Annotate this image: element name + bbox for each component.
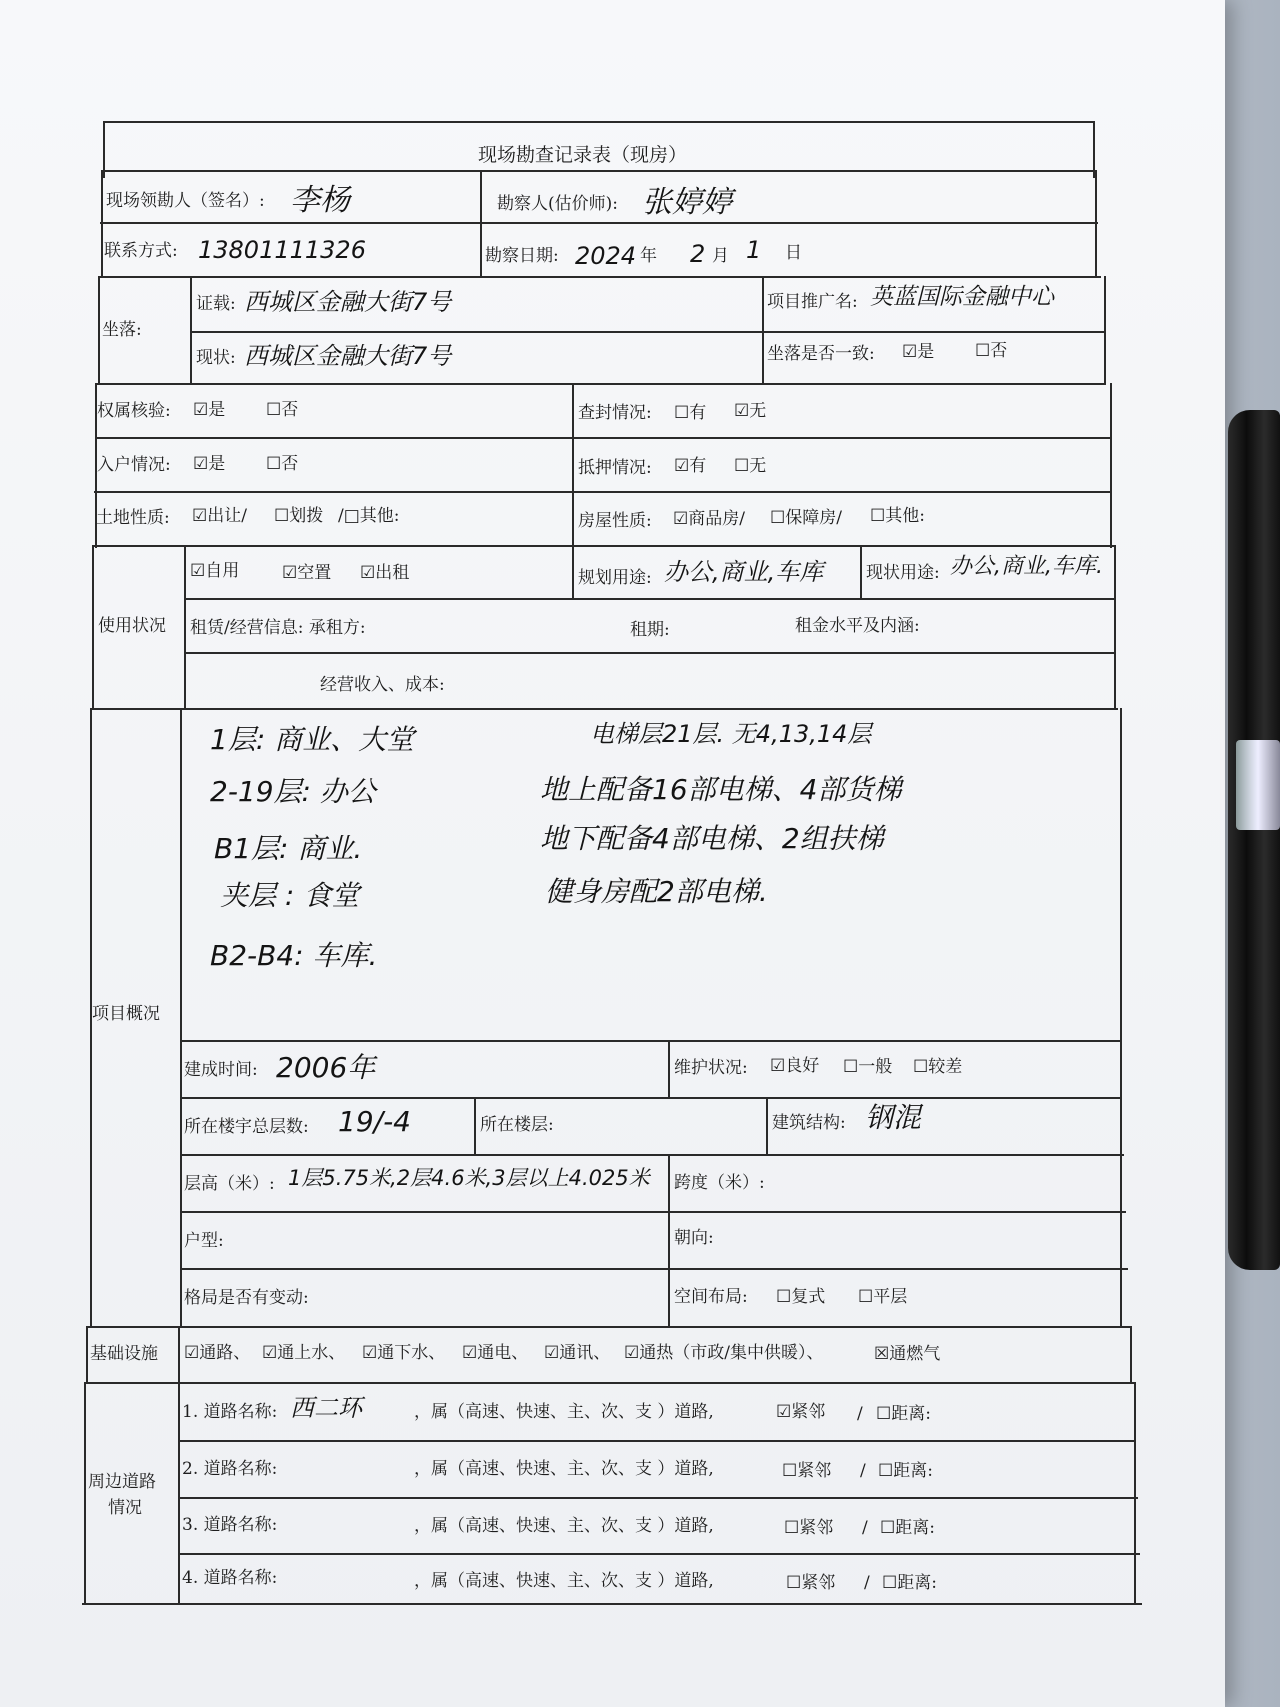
built-value[interactable]: 2006年 — [276, 1051, 376, 1084]
usage-label: 使用状况 — [98, 616, 166, 636]
infra-water-supply[interactable]: ☑通上水、 — [262, 1343, 346, 1363]
road-1-adjacent[interactable]: ☑紧邻 — [776, 1402, 826, 1422]
entry-yes[interactable]: ☑是 — [193, 454, 226, 474]
note-left-3[interactable]: B1层: 商业. — [214, 832, 363, 865]
note-left-1[interactable]: 1层: 商业、大堂 — [210, 723, 415, 756]
maintain-label: 维护状况: — [674, 1058, 748, 1078]
usage-opt-vacant[interactable]: ☑空置 — [282, 563, 332, 583]
income-label: 经营收入、成本: — [320, 675, 445, 695]
date-label: 勘察日期: — [485, 246, 559, 266]
rights-yes[interactable]: ☑是 — [193, 400, 226, 420]
mortgage-has[interactable]: ☑有 — [674, 456, 707, 476]
entry-label: 入户情况: — [97, 455, 171, 475]
road-3-belong: ，属（高速、快速、主、次、支 ）道路, — [414, 1516, 714, 1536]
space-layout-label: 空间布局: — [674, 1287, 748, 1307]
current-address[interactable]: 西城区金融大街7号 — [244, 342, 452, 370]
road-1-slash: / — [857, 1404, 863, 1424]
surveyor-label: 勘察人(估价师): — [497, 194, 618, 214]
note-right-3[interactable]: 地下配备4部电梯、2组扶梯 — [540, 822, 884, 855]
infra-label: 基础设施 — [90, 1344, 158, 1364]
date-day[interactable]: 1 — [746, 236, 762, 264]
road-4-slash: / — [864, 1573, 870, 1593]
infra-gas[interactable]: ☒通燃气 — [874, 1344, 941, 1364]
entry-no[interactable]: ☐否 — [266, 454, 299, 474]
location-label: 坐落: — [102, 320, 142, 340]
form-title: 现场勘查记录表（现房） — [478, 144, 688, 166]
seal-has[interactable]: ☐有 — [674, 403, 707, 423]
height-label: 层高（米）: — [184, 1174, 275, 1194]
floor-label: 所在楼层: — [480, 1115, 554, 1135]
space-flat[interactable]: ☐平层 — [858, 1287, 908, 1307]
road-1-distance[interactable]: ☐距离: — [876, 1404, 931, 1424]
unit-type-label: 户型: — [184, 1231, 224, 1251]
date-year-unit: 年 — [640, 246, 657, 266]
surveyor-signature[interactable]: 张婷婷 — [642, 185, 732, 220]
note-left-2[interactable]: 2-19层: 办公 — [210, 775, 376, 808]
built-label: 建成时间: — [184, 1060, 258, 1080]
mortgage-none[interactable]: ☐无 — [734, 456, 767, 476]
pen — [1228, 410, 1280, 1270]
house-opt-affordable[interactable]: ☐保障房/ — [770, 508, 842, 528]
road-1-prefix: 1. 道路名称: — [182, 1402, 278, 1422]
house-opt-other[interactable]: ☐其他: — [870, 506, 925, 526]
land-opt-transfer[interactable]: ☑出让/ — [192, 506, 247, 526]
date-month-unit: 月 — [712, 246, 729, 266]
road-2-distance[interactable]: ☐距离: — [878, 1461, 933, 1481]
project-name-label: 项目推广名: — [767, 292, 858, 312]
road-1-belong: ，属（高速、快速、主、次、支 ）道路, — [414, 1402, 714, 1422]
note-left-5[interactable]: B2-B4: 车库. — [210, 939, 378, 972]
layout-change-label: 格局是否有变动: — [184, 1288, 309, 1308]
contact-label: 联系方式: — [104, 241, 178, 261]
seal-label: 查封情况: — [578, 403, 652, 423]
road-3-adjacent[interactable]: ☐紧邻 — [784, 1518, 834, 1538]
rights-no[interactable]: ☐否 — [266, 400, 299, 420]
total-floors-label: 所在楼宇总层数: — [184, 1117, 309, 1137]
infra-telecom[interactable]: ☑通讯、 — [544, 1343, 611, 1363]
current-use-value[interactable]: 办公,商业,车库. — [950, 554, 1103, 579]
space-duplex[interactable]: ☐复式 — [776, 1287, 826, 1307]
road-1-name[interactable]: 西二环 — [290, 1394, 362, 1422]
maintain-poor[interactable]: ☐较差 — [913, 1057, 963, 1077]
note-right-1[interactable]: 电梯层21层. 无4,13,14层 — [590, 720, 872, 748]
pen-clip — [1236, 740, 1280, 830]
project-label: 项目概况 — [92, 1004, 160, 1024]
seal-none[interactable]: ☑无 — [734, 401, 767, 421]
road-3-distance[interactable]: ☐距离: — [880, 1518, 935, 1538]
lead-signature[interactable]: 李杨 — [290, 183, 350, 218]
structure-value[interactable]: 钢混 — [865, 1101, 922, 1134]
note-left-4[interactable]: 夹层 : 食堂 — [220, 879, 360, 912]
roads-label-line1: 周边道路 — [88, 1472, 156, 1492]
planned-use-value[interactable]: 办公,商业,车库 — [664, 558, 824, 586]
lease-label: 租赁/经营信息: 承租方: — [190, 618, 366, 638]
usage-opt-rent[interactable]: ☑出租 — [360, 563, 410, 583]
maintain-average[interactable]: ☐一般 — [843, 1057, 893, 1077]
infra-electricity[interactable]: ☑通电、 — [462, 1343, 529, 1363]
span-label: 跨度（米）: — [674, 1173, 765, 1193]
infra-heating[interactable]: ☑通热（市政/集中供暖）、 — [624, 1343, 824, 1363]
land-label: 土地性质: — [96, 508, 170, 528]
lead-label: 现场领勘人（签名）: — [106, 191, 265, 211]
total-floors-value[interactable]: 19/-4 — [338, 1105, 411, 1138]
date-year[interactable]: 2024 — [575, 242, 637, 270]
road-3-prefix: 3. 道路名称: — [182, 1515, 278, 1535]
date-month[interactable]: 2 — [690, 240, 706, 268]
road-4-adjacent[interactable]: ☐紧邻 — [786, 1573, 836, 1593]
rent-label: 租金水平及内涵: — [795, 616, 920, 636]
planned-use-label: 规划用途: — [578, 568, 652, 588]
house-opt-commercial[interactable]: ☑商品房/ — [673, 509, 745, 529]
roads-label-line2: 情况 — [108, 1498, 142, 1518]
consistent-no[interactable]: ☐否 — [975, 341, 1008, 361]
term-label: 租期: — [630, 620, 670, 640]
consistent-yes[interactable]: ☑是 — [902, 342, 935, 362]
structure-label: 建筑结构: — [772, 1113, 846, 1133]
date-day-unit: 日 — [785, 243, 802, 263]
road-2-adjacent[interactable]: ☐紧邻 — [782, 1461, 832, 1481]
road-2-belong: ，属（高速、快速、主、次、支 ）道路, — [414, 1459, 714, 1479]
contact-value[interactable]: 13801111326 — [198, 236, 366, 264]
current-use-label: 现状用途: — [866, 563, 940, 583]
note-right-2[interactable]: 地上配备16部电梯、4部货梯 — [540, 773, 902, 806]
height-value[interactable]: 1层5.75米,2层4.6米,3层以上4.025米 — [288, 1166, 650, 1190]
mortgage-label: 抵押情况: — [578, 458, 652, 478]
road-4-distance[interactable]: ☐距离: — [882, 1573, 937, 1593]
land-opt-other[interactable]: /□其他: — [338, 506, 400, 526]
rights-label: 权属核验: — [97, 401, 171, 421]
cert-address[interactable]: 西城区金融大街7号 — [244, 288, 452, 316]
note-right-4[interactable]: 健身房配2部电梯. — [545, 875, 768, 908]
infra-road[interactable]: ☑通路、 — [184, 1343, 251, 1363]
road-3-slash: / — [862, 1518, 868, 1538]
maintain-good[interactable]: ☑良好 — [770, 1056, 820, 1076]
consistent-label: 坐落是否一致: — [767, 344, 875, 364]
road-4-prefix: 4. 道路名称: — [182, 1568, 278, 1588]
house-label: 房屋性质: — [578, 511, 652, 531]
cert-label: 证载: — [196, 294, 236, 314]
usage-opt-self[interactable]: ☑自用 — [190, 561, 240, 581]
road-2-prefix: 2. 道路名称: — [182, 1459, 278, 1479]
project-name-value[interactable]: 英蓝国际金融中心 — [870, 284, 1054, 310]
road-2-slash: / — [860, 1461, 866, 1481]
current-label: 现状: — [196, 348, 236, 368]
orientation-label: 朝向: — [674, 1228, 714, 1248]
infra-drainage[interactable]: ☑通下水、 — [362, 1343, 446, 1363]
road-4-belong: ，属（高速、快速、主、次、支 ）道路, — [414, 1571, 714, 1591]
land-opt-allocate[interactable]: ☐划拨 — [274, 506, 324, 526]
